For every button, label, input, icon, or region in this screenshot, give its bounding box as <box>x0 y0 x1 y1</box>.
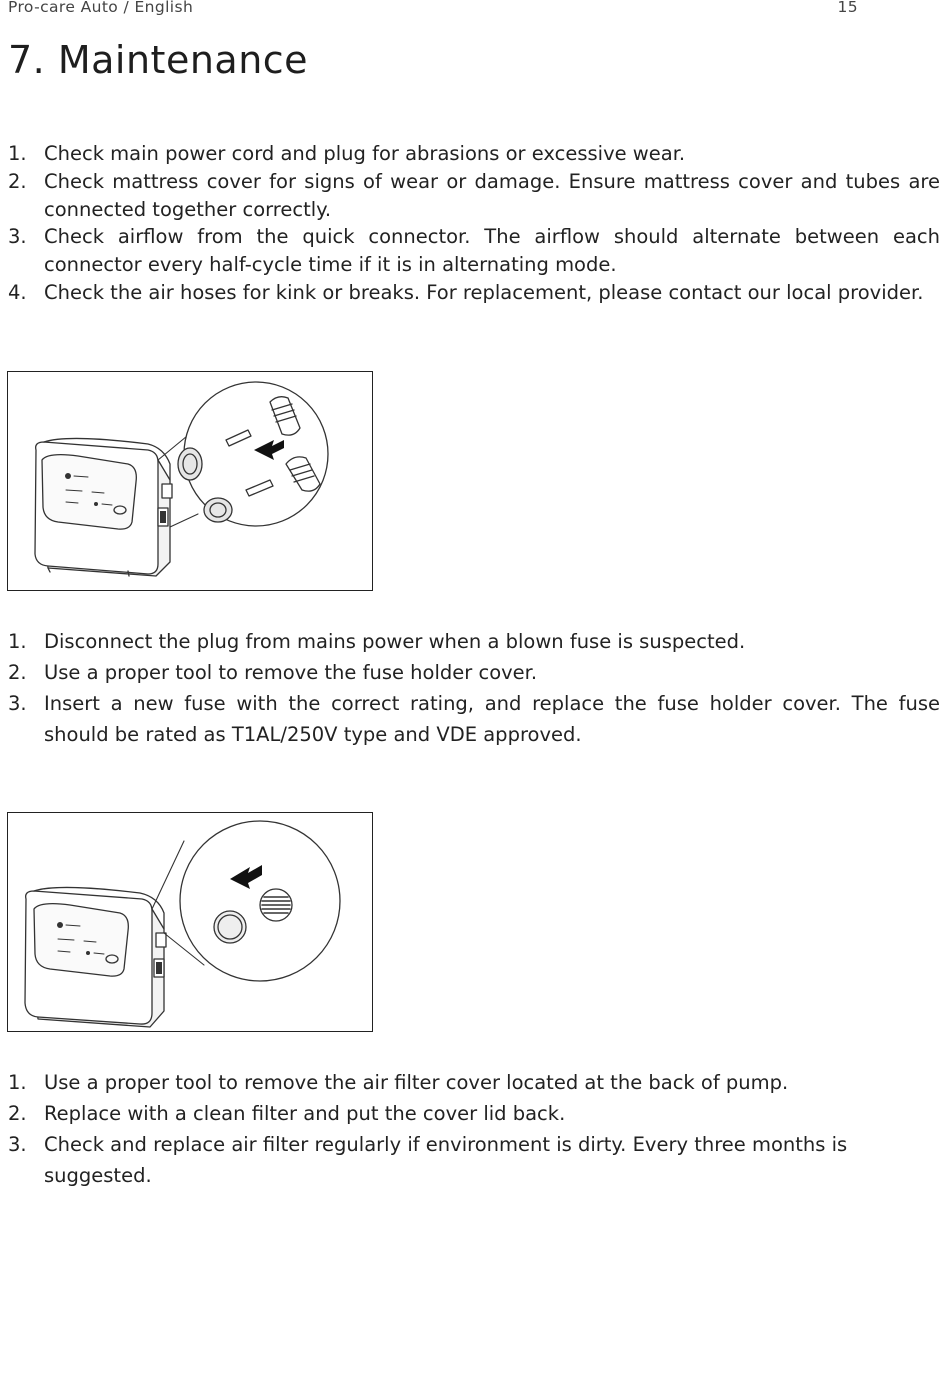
list-item <box>8 223 940 279</box>
list-item-number: 3. <box>8 225 27 249</box>
list-item-number: 2. <box>8 1102 27 1125</box>
list-item <box>8 626 940 657</box>
list-item <box>8 688 940 750</box>
list-item-text: Check airflow from the quick connector. The airflow should alternate between each connector every half-cycle time if it is in alternating mode. <box>44 225 940 277</box>
list-item <box>8 1129 940 1191</box>
section-title: 7. Maintenance <box>8 38 309 82</box>
list-item-text: Disconnect the plug from mains power when a blown fuse is suspected. <box>44 630 746 653</box>
list-item-text: Use a proper tool to remove the air filter cover located at the back of pump. <box>44 1071 789 1094</box>
list-item-number: 3. <box>8 1133 27 1156</box>
list-item-number: 1. <box>8 142 27 165</box>
list-item <box>8 1098 940 1129</box>
air-filter-replacement-steps <box>8 1067 940 1191</box>
pump-unit-drawing <box>25 887 166 1027</box>
list-item-number: 4. <box>8 280 27 304</box>
list-item-text: Insert a new fuse with the correct rating, and replace the fuse holder cover. The fuse should be rated as T1AL/250V type and VDE approved. <box>44 692 940 746</box>
list-item <box>8 1067 940 1098</box>
page-number: 15 <box>837 0 858 16</box>
list-item <box>8 279 940 307</box>
list-item-text: Replace with a clean filter and put the cover lid back. <box>44 1102 566 1125</box>
list-item-number: 1. <box>8 630 27 653</box>
magnifier-circle-drawing <box>158 382 328 527</box>
list-item-text: Check mattress cover for signs of wear or damage. Ensure mattress cover and tubes are connected together correctly. <box>44 169 940 221</box>
list-item <box>8 657 940 688</box>
list-item-text: Check and replace air filter regularly if environment is dirty. Every three months is suggested. <box>44 1133 848 1187</box>
list-item-number: 2. <box>8 661 27 684</box>
list-item-text: Use a proper tool to remove the fuse holder cover. <box>44 661 538 684</box>
list-item <box>8 168 940 224</box>
list-item-text: Check main power cord and plug for abrasions or excessive wear. <box>44 142 686 165</box>
air-filter-replacement-illustration <box>7 812 373 1032</box>
list-item-number: 3. <box>8 692 27 715</box>
maintenance-checks-list <box>8 140 940 307</box>
header-document-label: Pro-care Auto / English <box>8 0 194 16</box>
fuse-replacement-illustration <box>7 371 373 591</box>
list-item <box>8 140 940 168</box>
list-item-text: Check the air hoses for kink or breaks. For replacement, please contact our local provider. <box>44 280 924 304</box>
list-item-number: 2. <box>8 169 27 193</box>
magnifier-circle-drawing <box>152 821 340 981</box>
frame-gap <box>22 1030 334 1032</box>
running-header <box>8 0 858 16</box>
list-item-number: 1. <box>8 1071 27 1094</box>
fuse-replacement-steps <box>8 626 940 750</box>
pump-unit-drawing <box>35 438 172 576</box>
